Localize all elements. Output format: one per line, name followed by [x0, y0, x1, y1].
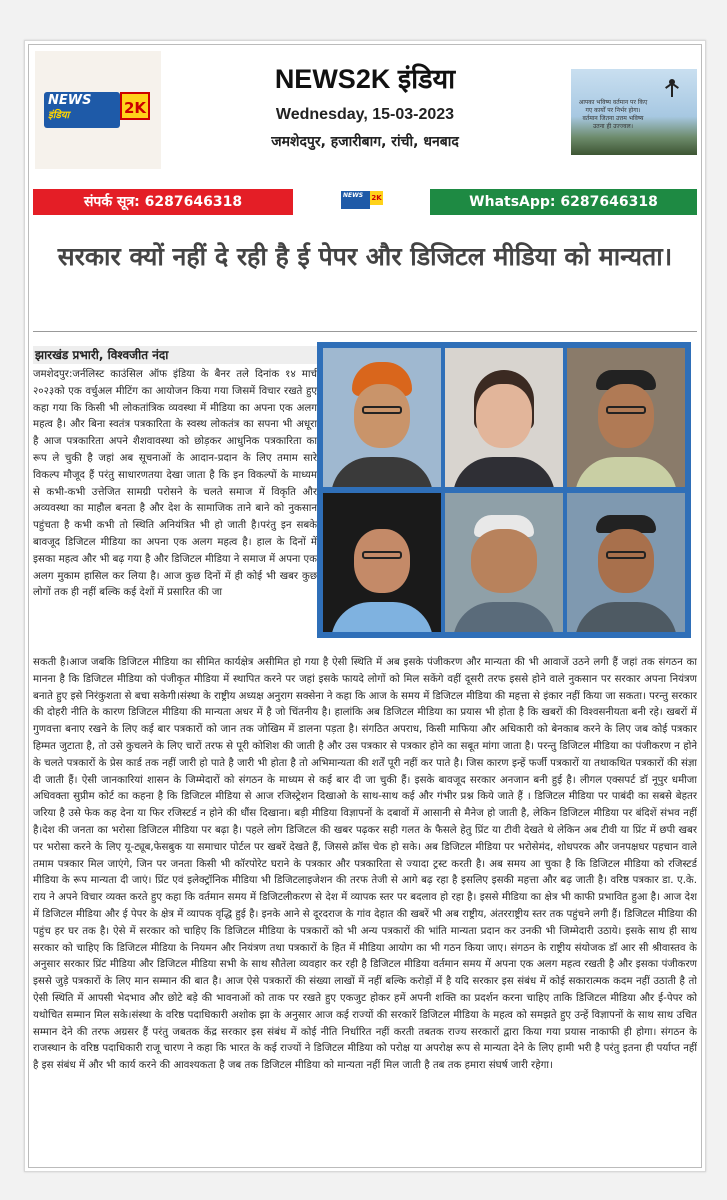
photo-person-3 — [567, 348, 685, 487]
photo-person-6 — [567, 493, 685, 632]
masthead-title: NEWS2K इंडिया — [274, 64, 456, 94]
contact-phone-bar: संपर्क सूत्र: 6287646318 — [33, 189, 293, 215]
mini-logo-badge: 2K — [370, 191, 383, 205]
contact-whatsapp-bar: WhatsApp: 6287646318 — [430, 189, 697, 215]
logo-2k-badge: 2K — [120, 92, 150, 120]
masthead — [175, 59, 555, 151]
divider — [33, 331, 697, 332]
logo-mark — [44, 92, 152, 128]
logo-news-block — [44, 92, 120, 128]
photo-person-5 — [445, 493, 563, 632]
article-intro: जमशेदपुर:जर्नलिस्ट काउंसिल ऑफ इंडिया के बैनर तले दिनांक १४ मार्च २०२३को एक वर्चुअल मीटिंग का आयोजन किया गया जिसमें विचार रखते हुए कहा गया कि किसी भी लोकतांत्रिक व्यवस्था में मीडिया का अपना एक अलग महत्व है। और बिना स्वतंत्र पत्रकारिता के स्वस्थ लोकतंत्र का सपना भी अधूरा है आज पत्रकारिता अपने शैशवावस्था को छोड़कर आधुनिक पत्रकारिता का रूप ले चुकी है जहां अब सूचनाओं के आदान-प्रदान के लिए तमाम सारे विकल्प मौजूद हैं परंतु साधारणतया देखा जाता है कि इन विकल्पों के माध्यम से कभी-कभी उत्तेजित सामग्री परोसने के चलते समाज में विकृति और अव्यवस्था का माहौल बनता है और देश के सामाजिक ताने बाने को नुकसान पहुंचता है कभी कभी तो स्थिति अनियंत्रित भी हो जाती है।परंतु इन सबके बावजूद डिजिटल मीडिया का अपना एक अलग महत्व है। हाल के दिनों में इसका महत्व और भी बढ़ गया है और डिजिटल मीडिया ने समाज में अपना एक अलग मुकाम हासिल कर लिया है। आज कुछ दिनों में ही कोई भी खबर कुछ लोगों तक ही नहीं बल्कि कई देशों में प्रसारित की जा — [33, 369, 317, 599]
masthead-cities: जमशेदपुर, हजारीबाग, रांची, धनबाद — [271, 134, 459, 150]
article-body: सकती है।आज जबकि डिजिटल मीडिया का सीमित कार्यक्षेत्र असीमित हो गया है ऐसी स्थिति में अब इसके पंजीकरण और मान्यता की भी आवाजें उठने लगी हैं जहां तक संगठन का मानना है कि डिजिटल मीडिया को पंजीकृत मीडिया में स्थापित करने पर जहां इसके फायदे लोगों को मिल सकेंगे वहीं दूसरी तरफ इससे होने वाले नुकसान पर सरकार अपना नियंत्रण बनाते हुए इसे निरंकुशता से बचा सकेगी।संस्था के राष्ट्रीय अध्यक्ष अनुराग सक्सेना ने कहा कि आज के समय में डिजिटल मीडिया की महत्ता से इंकार नहीं किया जा सकता। परन्तु सरकार की दोहरी नीति के कारण डिजिटल मीडिया की मान्यता अधर में है जो चिंतनीय है। हालांकि अब डिजिटल मीडिया का प्रयास भी होता है कि खबरों की विश्वसनीयता बनी रहे। खबरों में गुणवत्ता बनाए रखने के लिए कई बार पत्रकारों को जान तक जोखिम में डालना पड़ता है। संगठित अपराध, किसी माफिया और अधिकारी को बेनकाब करने के लिए जब कोई पत्रकार हिम्मत जुटाता है, तो उसे कुचलने के लिए चारों तरफ से पूरी कोशिश की जाती है और उस पत्रकार से पत्रकार होने का सबूत मांगा जाता है। परन्तु डिजिटल मीडिया का पंजीकरण न होने के चलते पत्रकारों के प्रेस कार्ड तक नहीं जारी हो पाते है जारी भी होता है तो अभिमान्यता की शर्तें पूरी नहीं कर पाते है। जिस कारण इन्हें फर्जी पत्रकारों या तथाकथित पत्रकारों की संज्ञा दी जाती हैं। ऐसी जानकारियां शासन के जिम्मेदारों को संगठन के माध्यम से कई बार दी जा चुकी हैं। इसके बावजूद सरकार अनजान बनी हुई है। लीगल एक्सपर्ट डॉ नूपुर धमीजा अधिवक्ता सुप्रीम कोर्ट का कहना है कि डिजिटल मीडिया से आज रजिस्ट्रेशन दिखाओ के साथ-साथ कई और गंभीर प्रश्न किये जाते हैं । डिजिटल मीडिया पर पाबंदी का सबसे बेहतर जरिया है उसे फेक कह देना या फिर रजिस्टर्ड न होने की धौंस दिखाना। बड़ी मीडिया विज्ञापनों के दबावों में आसानी से मैनेज हो जाती है, लेकिन डिजिटल मीडिया पर बंदिशें संभव नहीं है।देश की जनता का भरोसा डिजिटल मीडिया पर बढ़ा है। पहले लोग डिजिटल की खबर पढ़कर सही गलत के फैसले हेतु प्रिंट या टीवी देखते थे लेकिन अब टीवी या प्रिंट में छपी खबर पर भरोसा करने के लिए यू-ट्यूब,फेसबुक या समाचार पोर्टल पर खबरें देखते हैं, जिससे क्रॉस चेक हो सके। अब डिजिटल मीडिया पर भरोसेमंद, शोधपरक और जनपक्षधर पहचान वाले तमाम पत्रकार मिल जाएंगे, जिन पर जनता किसी भी कॉरपोरेट घराने के पत्रकार और पत्रकारिता से ज्यादा ट्रस्ट करती है। अब समय आ चुका है कि डिजिटल मीडिया को रजिस्टर्ड मीडिया के रूप मान्यता दी जाएं। प्रिंट एवं इलेक्ट्रॉनिक मीडिया भी डिजिटलाइजेशन की तरफ तेजी से आगे बढ़ रहा है इसलिए इसकी महत्ता और बढ़ जाती है। वरिष्ठ पत्रकार डा. ए.के. राय ने अपने विचार व्यक्त करते हुए कहा कि वर्तमान समय में डिजिटलीकरण से देश में व्यापक स्तर पर बदलाव हो रहा है। इससे मीडिया का क्षेत्र भी काफी प्रभावित हुआ है। आज देश में डिजिटल मीडिया और ई पेपर के क्षेत्र में व्यापक वृद्धि हुई है। इनके आने से दूरदराज के गांव देहात की खबरें भी अब राष्ट्रीय, अंतरराष्ट्रीय स्तर तक पहुंचने लगी हैं। डिजिटल मीडिया की पहुंच हर घर तक है। ऐसे में सरकार को चाहिए कि डिजिटल मीडिया के पत्रकारों को भी अन्य पत्रकारों की भांति मान्यता प्रदान कर उनकी भी जिम्मेदारी उठाये। इसके साथ ही साथ सरकार को चाहिए कि डिजिटल मीडिया के नियमन और नियंत्रण तथा पत्रकारों के हित में मीडिया आयोग का भी गठन किया जाए। संगठन के राष्ट्रीय संयोजक डॉ आर सी श्रीवास्तव के अनुसार सरकार प्रिंट मीडिया और डिजिटल मीडिया सभी के साथ सौतेला व्यवहार कर रही है डिजिटल मीडिया वर्तमान समय में अपना एक अलग महत्व रखती है और इसका पंजीकरण इससे जुड़े पत्रकारों के लिए मान सम्मान की बात है। आज ऐसे पत्रकारों की संख्या लाखों में नहीं बल्कि करोड़ों में है यदि सरकार इस संबंध में कोई सकारात्मक कदम नहीं उठाती है तो ऐसी स्थिति में आपसी भेदभाव और छोटे बड़े की भावनाओं को ताक पर रखते हुए एकजुट होकर हमें अपनी शक्ति का प्रदर्शन करना चाहिए ताकि डिजिटल मीडिया और ई-पेपर को यथोचित सम्मान मिल सके।संस्था के वरिष्ठ पदाधिकारी अशोक झा के अनुसार आज कई राज्यों की सरकारें डिजिटल मीडिया के महत्व को समझते हुए उन्हें विज्ञापनों के साथ साथ उचित सम्मान देने की तरफ अग्रसर हैं परंतु जबतक केंद्र सरकार इस संबंध में कोई नीति निर्धारित नहीं करती तबतक राज्य सरकारों द्वारा किया गया प्रयास नाकाफी ही होगा। संगठन के राजस्थान के वरिष्ठ पदाधिकारी राजू चारण ने कहा कि भारत के कई राज्यों ने डिजिटल मीडिया को परोक्ष या अपरोक्ष रूप से मान्यता देने के लिए हामी भरी है परंतु इतना ही पर्याप्त नहीं है इस संबंध में और भी कार्य करने की आवश्यकता है जब तक डिजिटल मीडिया को मान्यता नहीं मिल जाती है तब तक हमारा संघर्ष जारी रहेगा। — [33, 657, 697, 1072]
photo-person-4 — [323, 493, 441, 632]
mini-logo — [341, 191, 383, 209]
motivational-ad — [571, 69, 697, 155]
jumping-person-icon — [665, 79, 679, 101]
news2k-logo — [35, 51, 161, 169]
logo-line2: इंडिया — [48, 110, 70, 121]
article-headline: सरकार क्यों नहीं दे रही है ई पेपर और डिजिटल मीडिया को मान्यता। — [57, 242, 673, 271]
logo-line1: NEWS — [48, 93, 92, 108]
photo-person-2 — [445, 348, 563, 487]
article-byline: झारखंड प्रभारी, विश्वजीत नंदा — [33, 346, 323, 364]
photo-person-1 — [323, 348, 441, 487]
ad-text: आपका भविष्य वर्तमान पर किए गए कार्यों पर निर्भर होगा। वर्तमान जितना उत्तम भविष्य उतना ही उज्ज्वल। — [578, 99, 648, 130]
photo-collage — [317, 342, 691, 638]
newspaper-page — [24, 40, 706, 1172]
mini-logo-text: NEWS — [341, 191, 370, 209]
masthead-date: Wednesday, 15-03-2023 — [275, 106, 455, 123]
